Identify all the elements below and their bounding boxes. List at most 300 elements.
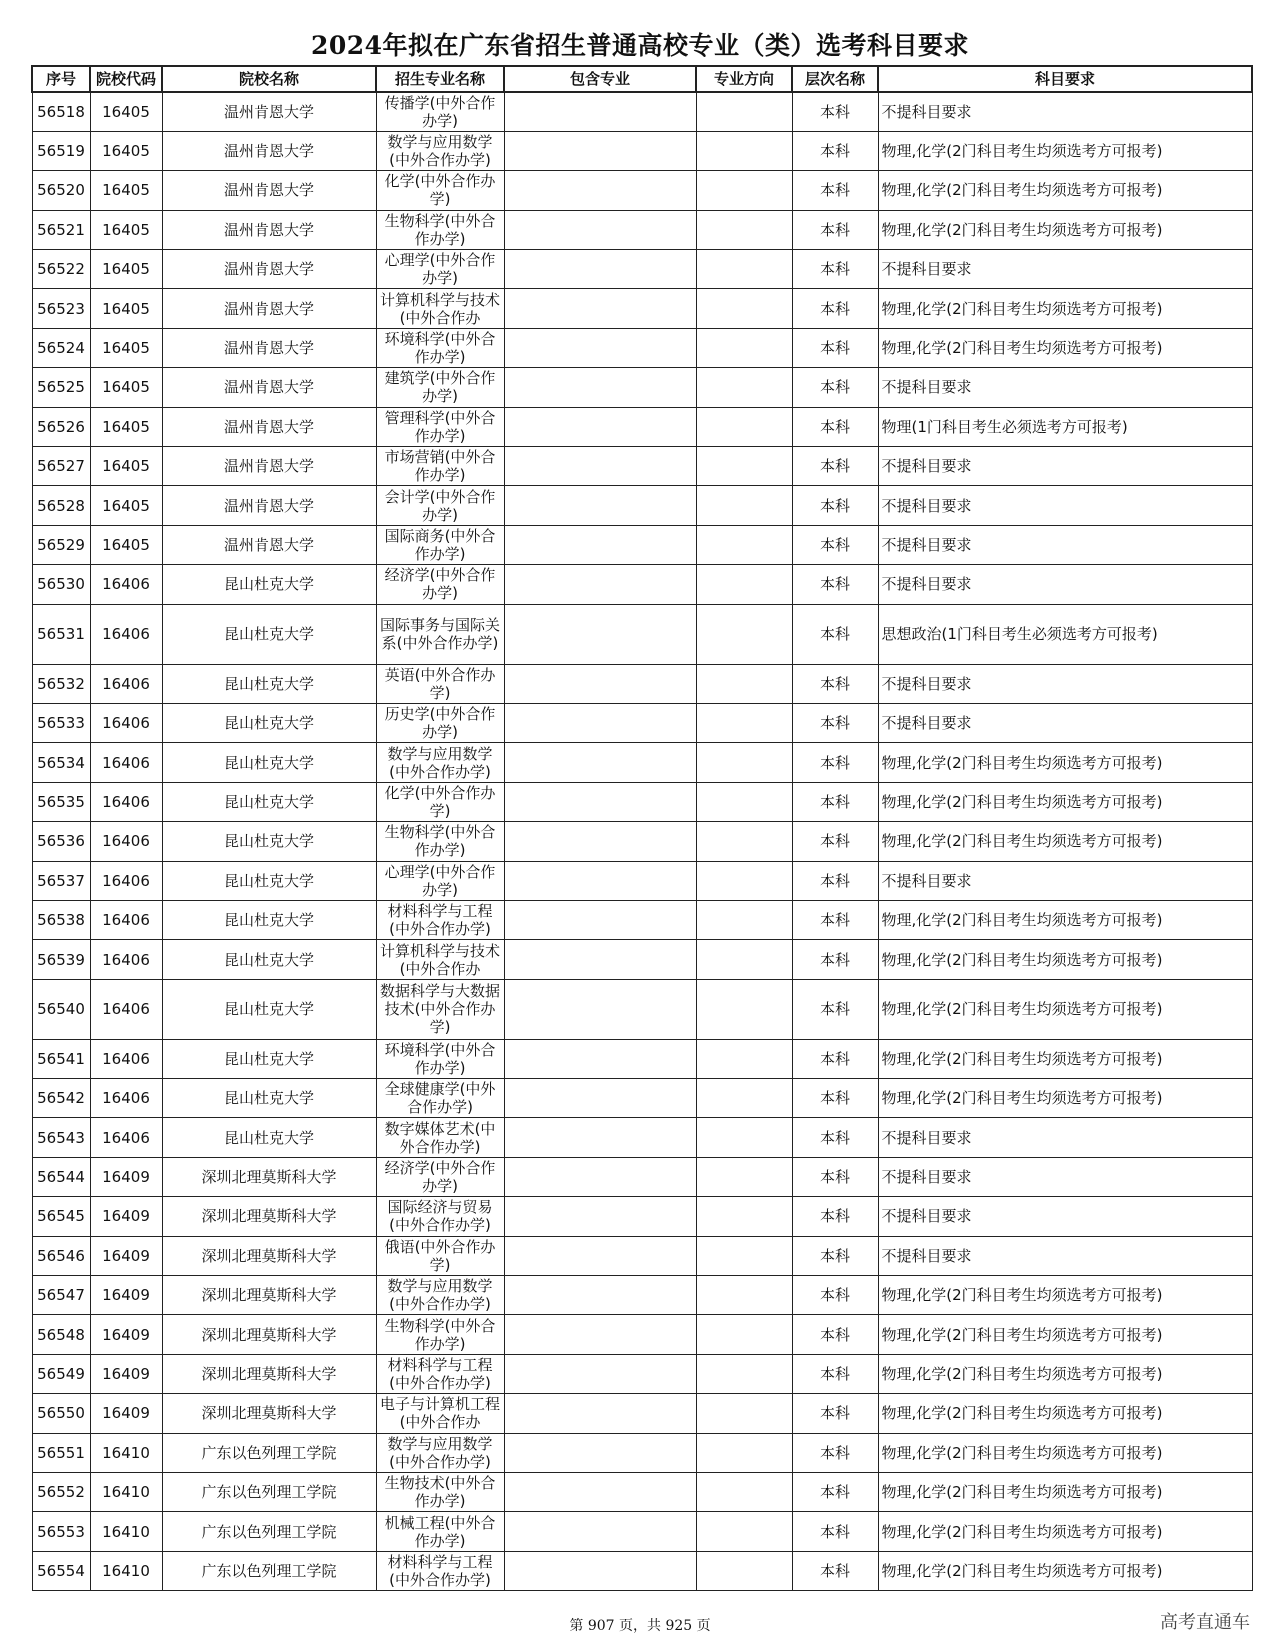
cell-requirement: 物理,化学(2门科目考生均须选考方可报考) — [878, 940, 1252, 979]
cell-included — [504, 171, 696, 210]
cell-included — [504, 1394, 696, 1433]
cell-school: 昆山杜克大学 — [162, 979, 376, 1039]
cell-seq: 56535 — [32, 782, 90, 821]
cell-code: 16406 — [90, 822, 162, 861]
cell-code: 16405 — [90, 289, 162, 328]
table-row — [32, 1079, 1252, 1118]
cell-major: 数字媒体艺术(中外合作办学) — [376, 1118, 504, 1157]
cell-code: 16405 — [90, 131, 162, 170]
cell-included — [504, 703, 696, 742]
cell-code: 16406 — [90, 900, 162, 939]
cell-direction — [696, 1354, 792, 1393]
cell-direction — [696, 131, 792, 170]
table-row — [32, 210, 1252, 249]
cell-direction — [696, 861, 792, 900]
cell-major: 英语(中外合作办学) — [376, 664, 504, 703]
cell-included — [504, 1473, 696, 1512]
table-body — [32, 92, 1252, 1591]
cell-included — [504, 250, 696, 289]
cell-included — [504, 1512, 696, 1551]
cell-seq: 56537 — [32, 861, 90, 900]
cell-school: 温州肯恩大学 — [162, 250, 376, 289]
cell-requirement: 不提科目要求 — [878, 565, 1252, 604]
cell-direction — [696, 1197, 792, 1236]
cell-level: 本科 — [792, 250, 878, 289]
cell-seq: 56540 — [32, 979, 90, 1039]
cell-code: 16405 — [90, 250, 162, 289]
cell-major: 俄语(中外合作办学) — [376, 1236, 504, 1275]
table-row — [32, 92, 1252, 131]
table-row — [32, 1473, 1252, 1512]
cell-school: 昆山杜克大学 — [162, 1079, 376, 1118]
cell-direction — [696, 486, 792, 525]
cell-requirement: 物理,化学(2门科目考生均须选考方可报考) — [878, 131, 1252, 170]
cell-included — [504, 407, 696, 446]
cell-seq: 56547 — [32, 1276, 90, 1315]
cell-direction — [696, 368, 792, 407]
cell-included — [504, 1157, 696, 1196]
cell-included — [504, 486, 696, 525]
cell-included — [504, 1079, 696, 1118]
cell-level: 本科 — [792, 525, 878, 564]
cell-seq: 56524 — [32, 328, 90, 367]
cell-level: 本科 — [792, 1473, 878, 1512]
cell-seq: 56538 — [32, 900, 90, 939]
cell-school: 昆山杜克大学 — [162, 1039, 376, 1078]
cell-direction — [696, 1433, 792, 1472]
cell-major: 生物科学(中外合作办学) — [376, 210, 504, 249]
cell-level: 本科 — [792, 1551, 878, 1590]
cell-major: 心理学(中外合作办学) — [376, 250, 504, 289]
cell-level: 本科 — [792, 1394, 878, 1433]
cell-seq: 56528 — [32, 486, 90, 525]
cell-code: 16409 — [90, 1276, 162, 1315]
cell-included — [504, 328, 696, 367]
table-row — [32, 131, 1252, 170]
cell-included — [504, 1197, 696, 1236]
page-title: 2024年拟在广东省招生普通高校专业（类）选考科目要求 — [310, 31, 970, 60]
table-row — [32, 1039, 1252, 1078]
cell-major: 建筑学(中外合作办学) — [376, 368, 504, 407]
cell-level: 本科 — [792, 1039, 878, 1078]
cell-direction — [696, 782, 792, 821]
cell-direction — [696, 210, 792, 249]
cell-level: 本科 — [792, 703, 878, 742]
cell-major: 历史学(中外合作办学) — [376, 703, 504, 742]
cell-included — [504, 604, 696, 664]
cell-code: 16405 — [90, 368, 162, 407]
cell-level: 本科 — [792, 1433, 878, 1472]
cell-direction — [696, 289, 792, 328]
cell-code: 16405 — [90, 525, 162, 564]
cell-code: 16405 — [90, 92, 162, 131]
cell-requirement: 物理,化学(2门科目考生均须选考方可报考) — [878, 1512, 1252, 1551]
cell-included — [504, 565, 696, 604]
table-row — [32, 486, 1252, 525]
cell-code: 16409 — [90, 1236, 162, 1275]
table-row — [32, 565, 1252, 604]
cell-direction — [696, 664, 792, 703]
cell-seq: 56552 — [32, 1473, 90, 1512]
cell-requirement: 不提科目要求 — [878, 447, 1252, 486]
cell-seq: 56536 — [32, 822, 90, 861]
cell-requirement: 物理,化学(2门科目考生均须选考方可报考) — [878, 328, 1252, 367]
cell-code: 16405 — [90, 210, 162, 249]
cell-major: 材料科学与工程(中外合作办学) — [376, 900, 504, 939]
cell-seq: 56553 — [32, 1512, 90, 1551]
cell-requirement: 不提科目要求 — [878, 368, 1252, 407]
cell-requirement: 不提科目要求 — [878, 1197, 1252, 1236]
cell-direction — [696, 1512, 792, 1551]
table-row — [32, 1433, 1252, 1472]
cell-level: 本科 — [792, 289, 878, 328]
cell-seq: 56530 — [32, 565, 90, 604]
cell-school: 温州肯恩大学 — [162, 328, 376, 367]
cell-level: 本科 — [792, 1354, 878, 1393]
cell-direction — [696, 743, 792, 782]
table-row — [32, 861, 1252, 900]
cell-level: 本科 — [792, 782, 878, 821]
cell-direction — [696, 703, 792, 742]
cell-included — [504, 900, 696, 939]
cell-school: 深圳北理莫斯科大学 — [162, 1276, 376, 1315]
cell-direction — [696, 1236, 792, 1275]
cell-seq: 56532 — [32, 664, 90, 703]
cell-school: 昆山杜克大学 — [162, 664, 376, 703]
table-row — [32, 1551, 1252, 1590]
cell-direction — [696, 1118, 792, 1157]
cell-code: 16406 — [90, 604, 162, 664]
cell-direction — [696, 1551, 792, 1590]
cell-direction — [696, 92, 792, 131]
cell-requirement: 物理,化学(2门科目考生均须选考方可报考) — [878, 743, 1252, 782]
table-header-row — [32, 66, 1252, 92]
cell-code: 16406 — [90, 664, 162, 703]
table-row — [32, 1315, 1252, 1354]
cell-major: 化学(中外合作办学) — [376, 782, 504, 821]
cell-school: 广东以色列理工学院 — [162, 1473, 376, 1512]
cell-requirement: 不提科目要求 — [878, 525, 1252, 564]
cell-major: 会计学(中外合作办学) — [376, 486, 504, 525]
cell-major: 数据科学与大数据技术(中外合作办学) — [376, 979, 504, 1039]
cell-school: 温州肯恩大学 — [162, 131, 376, 170]
cell-major: 材料科学与工程(中外合作办学) — [376, 1354, 504, 1393]
col-header-direction: 专业方向 — [696, 66, 792, 92]
cell-school: 温州肯恩大学 — [162, 92, 376, 131]
cell-direction — [696, 447, 792, 486]
cell-school: 深圳北理莫斯科大学 — [162, 1315, 376, 1354]
cell-included — [504, 525, 696, 564]
cell-code: 16409 — [90, 1315, 162, 1354]
cell-code: 16405 — [90, 486, 162, 525]
cell-major: 数学与应用数学(中外合作办学) — [376, 131, 504, 170]
cell-code: 16406 — [90, 565, 162, 604]
cell-included — [504, 1551, 696, 1590]
cell-school: 温州肯恩大学 — [162, 486, 376, 525]
cell-major: 全球健康学(中外合作办学) — [376, 1079, 504, 1118]
cell-requirement: 物理,化学(2门科目考生均须选考方可报考) — [878, 1473, 1252, 1512]
cell-requirement: 物理,化学(2门科目考生均须选考方可报考) — [878, 1551, 1252, 1590]
cell-school: 温州肯恩大学 — [162, 171, 376, 210]
cell-level: 本科 — [792, 743, 878, 782]
cell-seq: 56550 — [32, 1394, 90, 1433]
table-row — [32, 782, 1252, 821]
cell-level: 本科 — [792, 822, 878, 861]
table-row — [32, 604, 1252, 664]
cell-level: 本科 — [792, 861, 878, 900]
cell-major: 数学与应用数学(中外合作办学) — [376, 1433, 504, 1472]
table-row — [32, 171, 1252, 210]
cell-direction — [696, 1315, 792, 1354]
cell-requirement: 物理,化学(2门科目考生均须选考方可报考) — [878, 171, 1252, 210]
cell-level: 本科 — [792, 447, 878, 486]
cell-seq: 56521 — [32, 210, 90, 249]
cell-school: 昆山杜克大学 — [162, 604, 376, 664]
cell-level: 本科 — [792, 92, 878, 131]
cell-seq: 56518 — [32, 92, 90, 131]
cell-included — [504, 1039, 696, 1078]
cell-code: 16406 — [90, 979, 162, 1039]
cell-school: 昆山杜克大学 — [162, 861, 376, 900]
cell-level: 本科 — [792, 407, 878, 446]
cell-seq: 56546 — [32, 1236, 90, 1275]
cell-school: 昆山杜克大学 — [162, 782, 376, 821]
cell-major: 化学(中外合作办学) — [376, 171, 504, 210]
col-header-school: 院校名称 — [162, 66, 376, 92]
cell-direction — [696, 1473, 792, 1512]
cell-seq: 56545 — [32, 1197, 90, 1236]
cell-direction — [696, 171, 792, 210]
cell-level: 本科 — [792, 171, 878, 210]
cell-level: 本科 — [792, 1197, 878, 1236]
cell-included — [504, 289, 696, 328]
col-header-code: 院校代码 — [90, 66, 162, 92]
cell-seq: 56533 — [32, 703, 90, 742]
cell-seq: 56520 — [32, 171, 90, 210]
cell-school: 昆山杜克大学 — [162, 940, 376, 979]
cell-level: 本科 — [792, 131, 878, 170]
cell-direction — [696, 407, 792, 446]
cell-included — [504, 1118, 696, 1157]
cell-seq: 56519 — [32, 131, 90, 170]
cell-level: 本科 — [792, 604, 878, 664]
cell-major: 数学与应用数学(中外合作办学) — [376, 743, 504, 782]
cell-school: 广东以色列理工学院 — [162, 1512, 376, 1551]
cell-direction — [696, 900, 792, 939]
cell-code: 16410 — [90, 1473, 162, 1512]
cell-level: 本科 — [792, 900, 878, 939]
cell-school: 昆山杜克大学 — [162, 822, 376, 861]
cell-direction — [696, 1276, 792, 1315]
cell-school: 昆山杜克大学 — [162, 743, 376, 782]
cell-requirement: 不提科目要求 — [878, 1118, 1252, 1157]
cell-requirement: 物理,化学(2门科目考生均须选考方可报考) — [878, 1394, 1252, 1433]
cell-code: 16405 — [90, 328, 162, 367]
cell-code: 16406 — [90, 861, 162, 900]
cell-level: 本科 — [792, 1157, 878, 1196]
table-row — [32, 368, 1252, 407]
table-row — [32, 447, 1252, 486]
cell-included — [504, 210, 696, 249]
cell-code: 16409 — [90, 1157, 162, 1196]
col-header-major: 招生专业名称 — [376, 66, 504, 92]
cell-requirement: 物理,化学(2门科目考生均须选考方可报考) — [878, 1039, 1252, 1078]
cell-level: 本科 — [792, 1079, 878, 1118]
cell-requirement: 思想政治(1门科目考生必须选考方可报考) — [878, 604, 1252, 664]
cell-level: 本科 — [792, 565, 878, 604]
cell-direction — [696, 1039, 792, 1078]
cell-major: 国际经济与贸易(中外合作办学) — [376, 1197, 504, 1236]
cell-major: 经济学(中外合作办学) — [376, 1157, 504, 1196]
cell-requirement: 物理,化学(2门科目考生均须选考方可报考) — [878, 289, 1252, 328]
cell-seq: 56549 — [32, 1354, 90, 1393]
cell-code: 16405 — [90, 407, 162, 446]
table-row — [32, 525, 1252, 564]
col-header-requirement: 科目要求 — [878, 66, 1252, 92]
cell-major: 机械工程(中外合作办学) — [376, 1512, 504, 1551]
cell-school: 温州肯恩大学 — [162, 525, 376, 564]
cell-requirement: 物理,化学(2门科目考生均须选考方可报考) — [878, 1079, 1252, 1118]
cell-seq: 56526 — [32, 407, 90, 446]
cell-code: 16409 — [90, 1354, 162, 1393]
cell-requirement: 不提科目要求 — [878, 1236, 1252, 1275]
cell-seq: 56543 — [32, 1118, 90, 1157]
cell-included — [504, 979, 696, 1039]
cell-requirement: 物理,化学(2门科目考生均须选考方可报考) — [878, 900, 1252, 939]
cell-direction — [696, 328, 792, 367]
cell-major: 生物技术(中外合作办学) — [376, 1473, 504, 1512]
cell-seq: 56544 — [32, 1157, 90, 1196]
table-row — [32, 1157, 1252, 1196]
cell-level: 本科 — [792, 210, 878, 249]
cell-direction — [696, 565, 792, 604]
cell-direction — [696, 822, 792, 861]
cell-direction — [696, 250, 792, 289]
cell-seq: 56551 — [32, 1433, 90, 1472]
cell-included — [504, 447, 696, 486]
table-row — [32, 328, 1252, 367]
cell-seq: 56548 — [32, 1315, 90, 1354]
cell-included — [504, 782, 696, 821]
cell-included — [504, 368, 696, 407]
cell-school: 广东以色列理工学院 — [162, 1551, 376, 1590]
cell-included — [504, 861, 696, 900]
cell-school: 深圳北理莫斯科大学 — [162, 1157, 376, 1196]
cell-included — [504, 743, 696, 782]
cell-included — [504, 1276, 696, 1315]
cell-code: 16410 — [90, 1433, 162, 1472]
cell-major: 计算机科学与技术(中外合作办 — [376, 940, 504, 979]
cell-school: 昆山杜克大学 — [162, 565, 376, 604]
cell-level: 本科 — [792, 979, 878, 1039]
cell-code: 16405 — [90, 171, 162, 210]
cell-school: 温州肯恩大学 — [162, 447, 376, 486]
cell-seq: 56534 — [32, 743, 90, 782]
cell-level: 本科 — [792, 1512, 878, 1551]
cell-school: 温州肯恩大学 — [162, 368, 376, 407]
cell-seq: 56531 — [32, 604, 90, 664]
col-header-included: 包含专业 — [504, 66, 696, 92]
table-row — [32, 289, 1252, 328]
cell-code: 16410 — [90, 1551, 162, 1590]
cell-major: 数学与应用数学(中外合作办学) — [376, 1276, 504, 1315]
cell-requirement: 物理,化学(2门科目考生均须选考方可报考) — [878, 1315, 1252, 1354]
table-row — [32, 1394, 1252, 1433]
cell-requirement: 物理(1门科目考生必须选考方可报考) — [878, 407, 1252, 446]
cell-requirement: 不提科目要求 — [878, 703, 1252, 742]
cell-requirement: 物理,化学(2门科目考生均须选考方可报考) — [878, 979, 1252, 1039]
cell-seq: 56554 — [32, 1551, 90, 1590]
table-row — [32, 1118, 1252, 1157]
cell-major: 国际事务与国际关系(中外合作办学) — [376, 604, 504, 664]
cell-school: 温州肯恩大学 — [162, 407, 376, 446]
cell-requirement: 物理,化学(2门科目考生均须选考方可报考) — [878, 1354, 1252, 1393]
cell-major: 电子与计算机工程(中外合作办 — [376, 1394, 504, 1433]
table-row — [32, 1354, 1252, 1393]
table-row — [32, 664, 1252, 703]
cell-included — [504, 92, 696, 131]
cell-requirement: 物理,化学(2门科目考生均须选考方可报考) — [878, 782, 1252, 821]
cell-code: 16405 — [90, 447, 162, 486]
cell-requirement: 不提科目要求 — [878, 92, 1252, 131]
cell-code: 16406 — [90, 940, 162, 979]
cell-level: 本科 — [792, 328, 878, 367]
cell-seq: 56542 — [32, 1079, 90, 1118]
cell-school: 温州肯恩大学 — [162, 289, 376, 328]
cell-major: 市场营销(中外合作办学) — [376, 447, 504, 486]
table-row — [32, 743, 1252, 782]
table-row — [32, 1276, 1252, 1315]
cell-school: 深圳北理莫斯科大学 — [162, 1394, 376, 1433]
cell-school: 温州肯恩大学 — [162, 210, 376, 249]
cell-requirement: 不提科目要求 — [878, 486, 1252, 525]
cell-seq: 56529 — [32, 525, 90, 564]
cell-code: 16409 — [90, 1197, 162, 1236]
cell-level: 本科 — [792, 486, 878, 525]
cell-included — [504, 1236, 696, 1275]
cell-school: 昆山杜克大学 — [162, 703, 376, 742]
cell-school: 广东以色列理工学院 — [162, 1433, 376, 1472]
cell-major: 材料科学与工程(中外合作办学) — [376, 1551, 504, 1590]
cell-seq: 56527 — [32, 447, 90, 486]
table-row — [32, 1197, 1252, 1236]
cell-major: 环境科学(中外合作办学) — [376, 328, 504, 367]
cell-direction — [696, 1394, 792, 1433]
cell-seq: 56539 — [32, 940, 90, 979]
cell-seq: 56523 — [32, 289, 90, 328]
cell-school: 昆山杜克大学 — [162, 900, 376, 939]
cell-included — [504, 1315, 696, 1354]
table-row — [32, 1512, 1252, 1551]
cell-code: 16406 — [90, 1039, 162, 1078]
brand-watermark: 高考直通车 — [1160, 1612, 1250, 1633]
cell-major: 环境科学(中外合作办学) — [376, 1039, 504, 1078]
cell-major: 传播学(中外合作办学) — [376, 92, 504, 131]
requirements-table — [31, 65, 1253, 1591]
cell-included — [504, 822, 696, 861]
cell-level: 本科 — [792, 1236, 878, 1275]
cell-major: 生物科学(中外合作办学) — [376, 822, 504, 861]
cell-requirement: 不提科目要求 — [878, 664, 1252, 703]
table-row — [32, 407, 1252, 446]
cell-level: 本科 — [792, 664, 878, 703]
cell-level: 本科 — [792, 1315, 878, 1354]
cell-level: 本科 — [792, 1276, 878, 1315]
table-row — [32, 900, 1252, 939]
cell-direction — [696, 940, 792, 979]
cell-code: 16406 — [90, 743, 162, 782]
cell-code: 16406 — [90, 782, 162, 821]
